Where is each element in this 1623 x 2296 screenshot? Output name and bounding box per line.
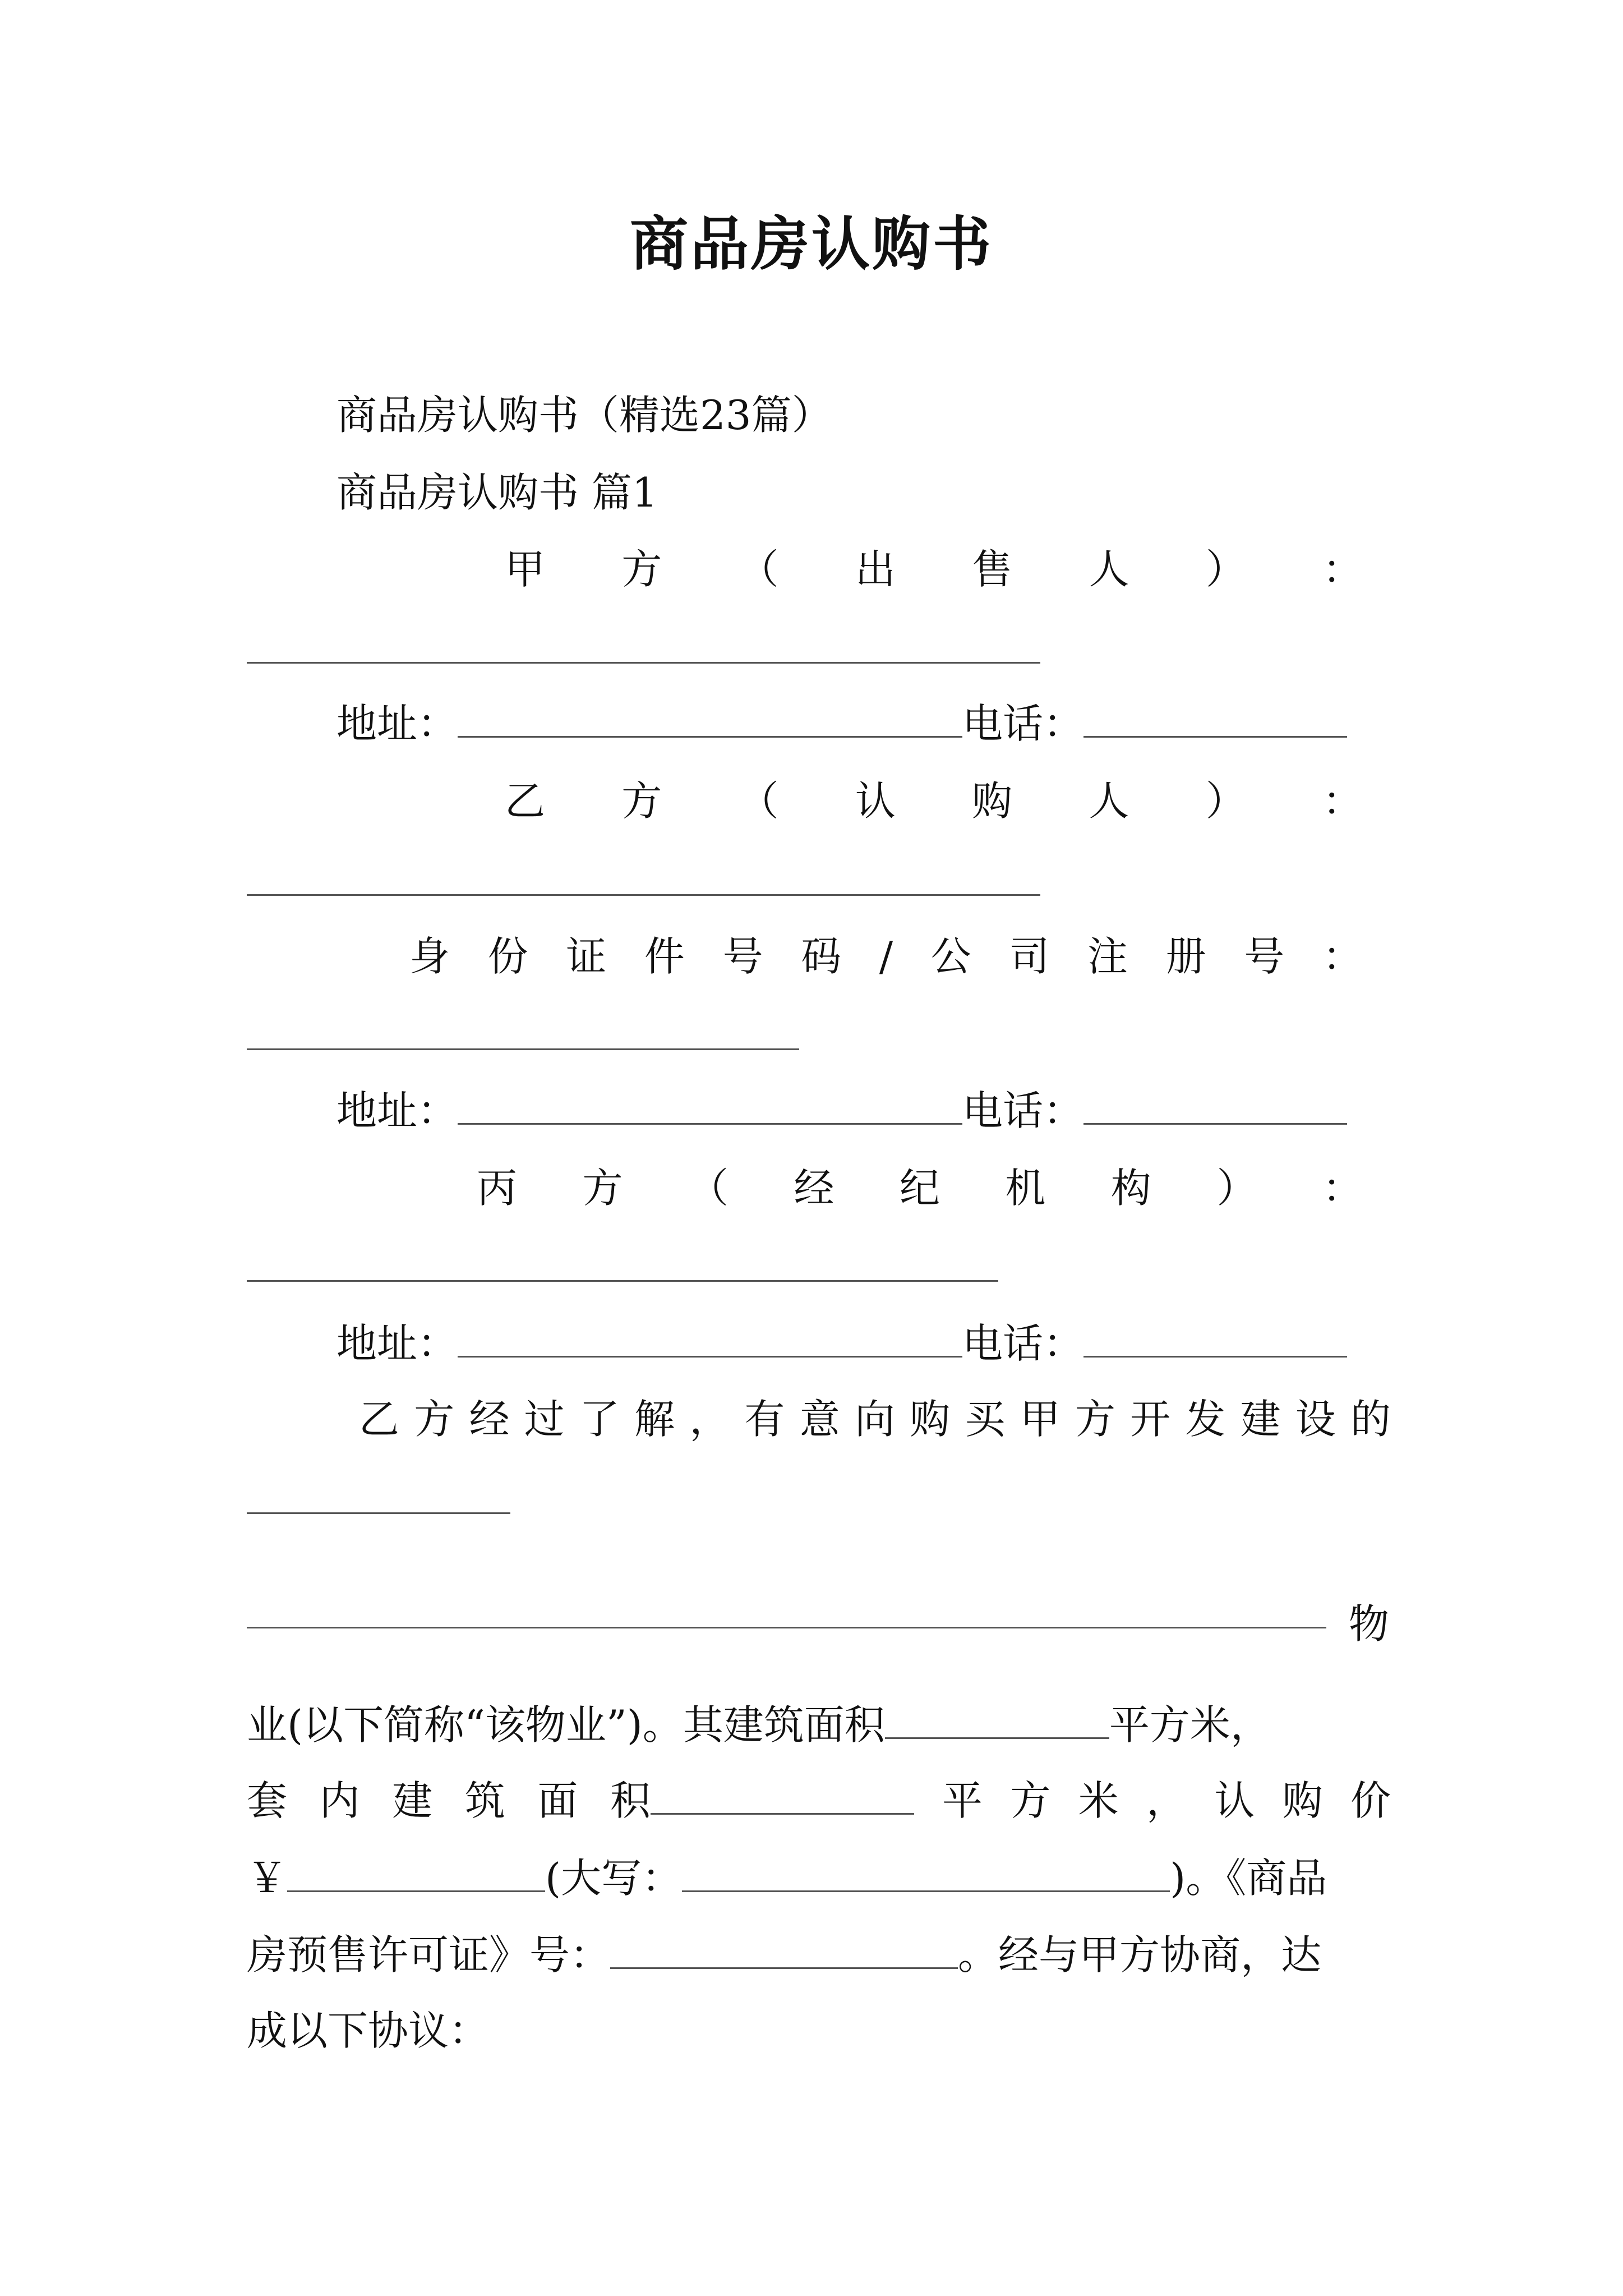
party-b-name-blank[interactable]: [247, 894, 1040, 896]
body-char: 有: [744, 1396, 785, 1443]
label-char: 纪: [899, 1165, 940, 1212]
label-char: （: [688, 1165, 728, 1212]
body-text: 。经与甲方协商，达: [958, 1931, 1322, 1978]
label-char: 机: [1005, 1165, 1046, 1212]
body-char: 方: [1010, 1777, 1051, 1824]
party-a-contact-row: [336, 696, 1347, 752]
intro-line: [359, 1391, 1391, 1447]
body-char: 方: [1075, 1396, 1115, 1443]
label-char: ）: [1205, 546, 1246, 593]
body-char: 乙: [359, 1396, 400, 1443]
body-text: 平方米，: [1109, 1701, 1271, 1749]
address-blank[interactable]: [458, 696, 962, 738]
body-char: 购: [910, 1396, 951, 1443]
section-heading: 商品房认购书 篇1: [336, 469, 658, 516]
label-char: 册: [1165, 933, 1206, 980]
property-suffix: 物: [1349, 1600, 1390, 1648]
label-char: 身: [409, 933, 450, 980]
area-line: [247, 1697, 1271, 1753]
body-char: 建: [1240, 1396, 1281, 1443]
label-char: 号: [722, 933, 763, 980]
body-char: 认: [1214, 1777, 1255, 1824]
body-char: 意: [799, 1396, 840, 1443]
party-b-label: [505, 773, 1363, 829]
document-subtitle: 商品房认购书（精选23篇）: [336, 392, 832, 439]
developer-blank[interactable]: [247, 1512, 510, 1514]
body-char: 发: [1185, 1396, 1226, 1443]
label-char: 人: [1089, 777, 1129, 825]
label-char: ）: [1216, 1165, 1257, 1212]
address-label: 地址：: [336, 700, 458, 747]
phone-blank[interactable]: [1083, 1315, 1347, 1358]
party-c-name-blank[interactable]: [247, 1280, 998, 1282]
price-label: [942, 1773, 1391, 1829]
body-char: 过: [524, 1396, 565, 1443]
label-char: 司: [1009, 933, 1050, 980]
body-char: 向: [854, 1396, 895, 1443]
body-char: 内: [319, 1777, 360, 1824]
address-blank[interactable]: [458, 1315, 962, 1358]
body-char: 的: [1350, 1396, 1391, 1443]
label-char: 证: [566, 933, 607, 980]
inner-area-label: [247, 1773, 651, 1829]
label-char: 认: [855, 777, 896, 825]
label-char: 份: [487, 933, 528, 980]
label-char: ：: [1322, 777, 1363, 825]
phone-blank[interactable]: [1083, 696, 1347, 738]
permit-number-blank[interactable]: [610, 1927, 958, 1969]
party-c-contact-row: [336, 1315, 1347, 1372]
body-char: 解: [634, 1396, 675, 1443]
address-blank[interactable]: [458, 1083, 962, 1125]
body-char: 平: [942, 1777, 983, 1824]
label-char: 丙: [477, 1165, 518, 1212]
body-text: (大写：: [545, 1855, 683, 1902]
phone-label: 电话：: [962, 1087, 1084, 1134]
label-char: 公: [930, 933, 971, 980]
address-label: 地址：: [336, 1087, 458, 1134]
body-char: 买: [965, 1396, 1006, 1443]
address-label: 地址：: [336, 1320, 458, 1367]
label-char: 号: [1244, 933, 1285, 980]
label-char: 经: [794, 1165, 834, 1212]
body-text: )。《商品: [1170, 1855, 1327, 1902]
body-char: 甲: [1020, 1396, 1061, 1443]
price-uppercase-blank[interactable]: [682, 1850, 1170, 1892]
agreement-line: 成以下协议：: [247, 2007, 490, 2054]
body-char: 建: [392, 1777, 433, 1824]
party-a-label: [505, 541, 1363, 597]
label-char: 乙: [505, 777, 546, 825]
permit-line: [247, 1927, 1321, 1983]
label-char: 人: [1089, 546, 1129, 593]
body-char: ，: [1146, 1777, 1187, 1824]
body-char: 积: [610, 1777, 651, 1824]
label-char: 方: [621, 546, 662, 593]
label-char: ：: [1322, 1165, 1363, 1212]
label-char: 购: [972, 777, 1013, 825]
label-char: 甲: [505, 546, 546, 593]
body-char: 价: [1350, 1777, 1391, 1824]
body-char: 米: [1078, 1777, 1119, 1824]
body-char: ，: [689, 1396, 730, 1443]
label-char: 方: [582, 1165, 623, 1212]
price-blank[interactable]: [287, 1850, 545, 1892]
label-char: 售: [972, 546, 1013, 593]
label-char: ）: [1205, 777, 1246, 825]
phone-label: 电话：: [962, 1320, 1084, 1367]
body-char: 开: [1130, 1396, 1171, 1443]
label-char: 注: [1087, 933, 1128, 980]
body-char: 经: [469, 1396, 510, 1443]
body-char: 筑: [464, 1777, 505, 1824]
phone-label: 电话：: [962, 700, 1084, 747]
price-line: [247, 1850, 1327, 1906]
party-c-label: [477, 1160, 1363, 1216]
body-text: 房预售许可证》号：: [247, 1931, 611, 1978]
body-char: 方: [414, 1396, 455, 1443]
body-text: ￥: [247, 1855, 288, 1902]
label-char: 码: [801, 933, 842, 980]
label-char: ：: [1322, 933, 1363, 980]
label-char: /: [879, 933, 893, 980]
label-char: （: [738, 546, 779, 593]
body-text: 业(以下简称“该物业”)。其建筑面积: [247, 1701, 885, 1749]
body-char: 设: [1295, 1396, 1336, 1443]
building-area-blank[interactable]: [885, 1697, 1109, 1739]
label-char: 方: [621, 777, 662, 825]
body-char: 购: [1282, 1777, 1323, 1824]
body-char: 套: [247, 1777, 288, 1824]
body-char: 面: [537, 1777, 578, 1824]
label-char: ：: [1322, 546, 1363, 593]
body-char: 了: [579, 1396, 620, 1443]
label-char: 件: [644, 933, 685, 980]
inner-area-blank[interactable]: [651, 1813, 914, 1815]
label-char: 构: [1110, 1165, 1151, 1212]
label-char: 出: [855, 546, 896, 593]
document-title: 商品房认购书: [629, 209, 993, 278]
id-number-blank[interactable]: [247, 1048, 799, 1050]
party-b-contact-row: [336, 1083, 1347, 1139]
id-number-label: [409, 928, 1363, 984]
party-a-name-blank[interactable]: [247, 662, 1040, 664]
phone-blank[interactable]: [1083, 1083, 1347, 1125]
label-char: （: [738, 777, 779, 825]
property-name-blank[interactable]: [247, 1627, 1326, 1628]
